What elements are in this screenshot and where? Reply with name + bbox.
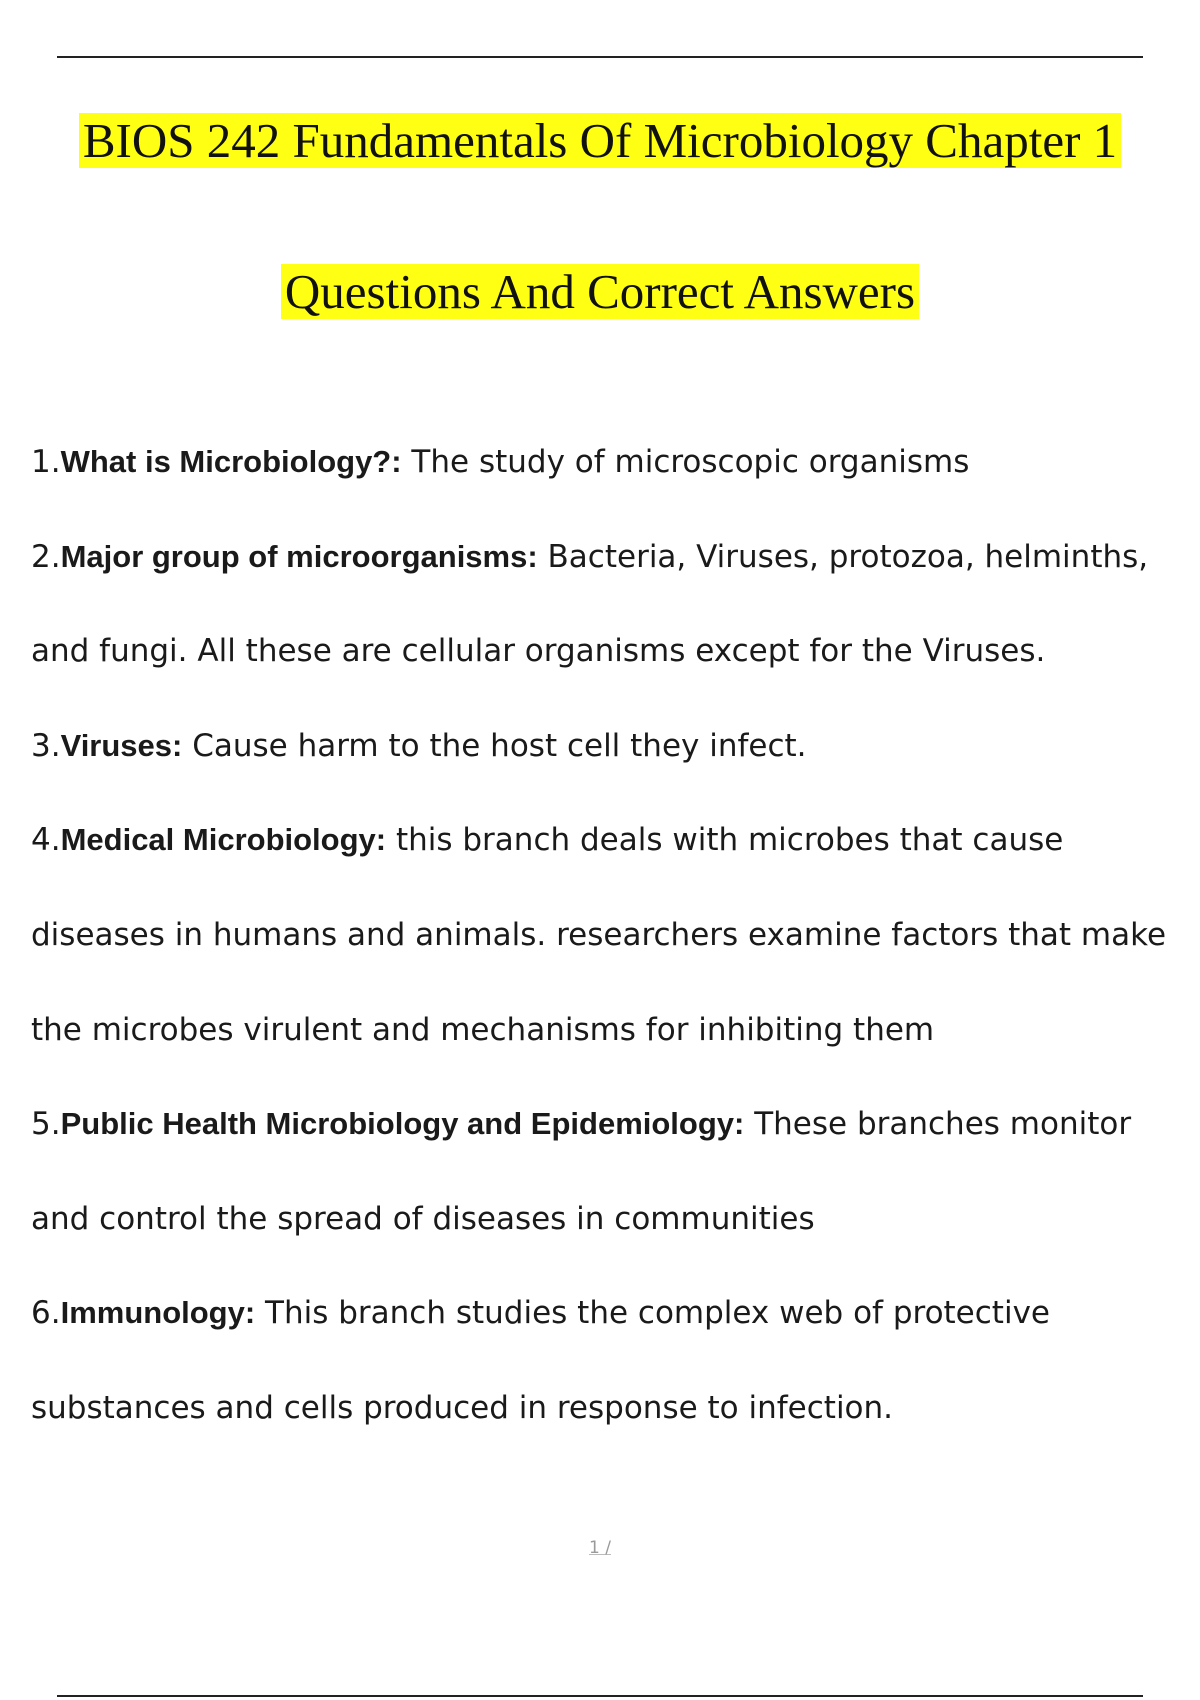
qa-term: What is Microbiology?: <box>60 444 402 479</box>
qa-item-5 <box>31 1077 1191 1266</box>
qa-number: 6. <box>31 1295 61 1332</box>
top-rule <box>57 56 1143 58</box>
qa-answer: The study of microscopic organisms <box>401 444 970 480</box>
qa-answer: This branch studies the complex web of protective substances and cells produced in response to infection. <box>31 1295 1050 1426</box>
qa-term: Immunology: <box>60 1295 256 1331</box>
document-title-line-2 <box>0 262 1200 322</box>
qa-item-6 <box>31 1266 1191 1455</box>
qa-answer: Cause harm to the host cell they infect. <box>182 727 807 764</box>
qa-number: 3. <box>31 727 61 764</box>
qa-answer: this branch deals with microbes that cause diseases in humans and animals. researchers examine factors that make the microbes virulent and mechanisms for inhibiting them <box>31 822 1167 1048</box>
qa-item-1 <box>31 415 1191 510</box>
qa-term: Major group of microorganisms: <box>60 538 538 574</box>
title-highlight-1: BIOS 242 Fundamentals Of Microbiology Chapter 1 <box>79 113 1121 168</box>
qa-number: 2. <box>31 538 61 575</box>
qa-term: Viruses: <box>60 727 183 763</box>
qa-item-2 <box>31 510 1191 699</box>
document-title-line-1 <box>0 111 1200 171</box>
qa-answer: Bacteria, Viruses, protozoa, helminths, and fungi. All these are cellular organisms except for the Viruses. <box>31 538 1149 670</box>
qa-item-3 <box>31 699 1191 794</box>
qa-list <box>31 415 1191 1456</box>
qa-number: 1. <box>31 444 61 480</box>
qa-answer: These branches monitor and control the spread of diseases in communities <box>31 1106 1132 1237</box>
qa-term: Medical Microbiology: <box>60 822 387 858</box>
page-number: 1 / <box>589 1538 611 1558</box>
qa-item-4 <box>31 793 1191 1077</box>
title-highlight-2: Questions And Correct Answers <box>281 264 919 319</box>
qa-term: Public Health Microbiology and Epidemiology: <box>60 1106 745 1142</box>
qa-number: 5. <box>31 1106 61 1143</box>
qa-number: 4. <box>31 822 61 859</box>
bottom-rule <box>57 1695 1143 1697</box>
